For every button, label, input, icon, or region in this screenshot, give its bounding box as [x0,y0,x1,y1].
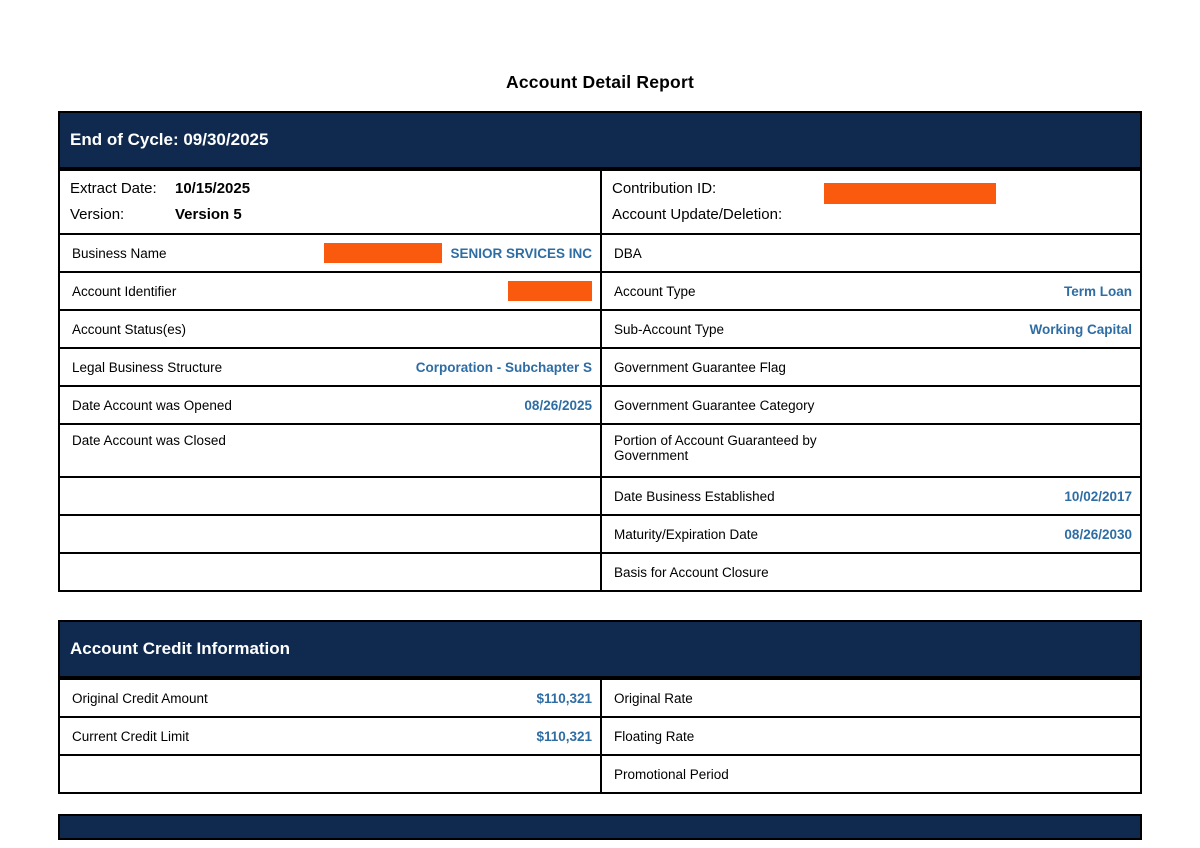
section-header-credit-information [58,620,1142,678]
cell-content [60,349,600,385]
table-row [60,425,1140,478]
version-value: Version 5 [175,206,242,223]
cell-empty [60,756,602,792]
cell-content [602,554,1140,590]
business-name-redaction-box [324,243,442,263]
cell-account-type [602,273,1140,309]
field-value: 08/26/2030 [1064,526,1132,542]
table-row [60,478,1140,516]
cell-account-status [60,311,602,347]
table-row [60,311,1140,349]
table-row [60,349,1140,387]
section-gap [58,592,1142,620]
cell-legal-structure [60,349,602,385]
cell-content [60,311,600,347]
account-update-line [612,202,1132,228]
field-value: Term Loan [1063,283,1132,299]
cell-closure-basis [602,554,1140,590]
field-label: Legal Business Structure [72,359,223,375]
cell-content [60,235,600,271]
field-label: Account Identifier [72,283,177,299]
cell-content [602,387,1140,423]
extract-date-label: Extract Date: [70,180,157,197]
value-group [508,281,592,301]
cell-sub-account-type [602,311,1140,347]
account-update-label: Account Update/Deletion: [612,206,783,223]
cell-business-name [60,235,602,271]
table-row [60,235,1140,273]
contribution-id-redaction-box [824,183,996,204]
field-label: Current Credit Limit [72,728,190,744]
field-value: $110,321 [536,728,592,744]
field-label: Promotional Period [614,766,729,782]
field-label: DBA [614,245,642,261]
field-label: Basis for Account Closure [614,564,769,580]
section-header-label: Account Credit Information [70,639,291,658]
extract-date-line [70,176,592,202]
meta-right-content [602,171,1140,233]
cell-content [602,756,1140,792]
section-gap [58,794,1142,814]
contribution-id-label: Contribution ID: [612,180,717,197]
cell-date-closed [60,425,602,476]
meta-cell-right [602,171,1140,233]
cell-guarantee-category [602,387,1140,423]
cell-promotional-period [602,756,1140,792]
cell-content [602,478,1140,514]
cell-content [602,425,1140,476]
table-row [60,387,1140,425]
field-label: Maturity/Expiration Date [614,526,759,542]
table-row [60,554,1140,590]
account-identifier-redaction-box [508,281,592,301]
meta-left-content [60,171,600,233]
table-row [60,273,1140,311]
table-row [60,756,1140,792]
field-label: Government Guarantee Category [614,397,815,413]
field-label: Original Credit Amount [72,690,208,706]
cell-content [60,516,600,552]
version-line [70,202,592,228]
field-label: Portion of Account Guaranteed by Government [614,433,817,463]
cell-content [60,478,600,514]
field-label: Floating Rate [614,728,695,744]
cell-account-identifier [60,273,602,309]
field-label: Date Business Established [614,488,775,504]
cell-floating-rate [602,718,1140,754]
cell-content [60,273,600,309]
cell-content [602,516,1140,552]
meta-cell-left [60,171,602,233]
cell-content [60,756,600,792]
field-value: SENIOR SRVICES INC [450,245,592,261]
field-value: 10/02/2017 [1064,488,1132,504]
cell-portion-guaranteed [602,425,1140,476]
cell-empty [60,516,602,552]
extract-date-value: 10/15/2025 [175,180,251,197]
cell-guarantee-flag [602,349,1140,385]
field-value: 08/26/2025 [524,397,592,413]
section-header-end-of-cycle [58,111,1142,169]
report-body [58,111,1142,840]
cell-content [602,680,1140,716]
version-label: Version: [70,206,125,223]
cell-date-opened [60,387,602,423]
credit-information-table [58,678,1142,794]
account-detail-table [58,169,1142,592]
table-row [60,516,1140,554]
field-label: Original Rate [614,690,693,706]
value-group [324,243,592,263]
cell-content [60,718,600,754]
cell-content [602,273,1140,309]
cell-original-rate [602,680,1140,716]
contribution-id-line [612,176,1132,202]
cell-content [602,349,1140,385]
cell-content [60,425,600,476]
field-label: Account Type [614,283,696,299]
cell-empty [60,554,602,590]
field-value: Corporation - Subchapter S [415,359,592,375]
cell-maturity-date [602,516,1140,552]
cell-content [602,718,1140,754]
cell-dba [602,235,1140,271]
page-title: Account Detail Report [506,72,694,92]
field-value: Working Capital [1029,321,1132,337]
cell-content [60,387,600,423]
cell-original-credit-amount [60,680,602,716]
next-section-header-bar [58,814,1142,840]
cell-date-established [602,478,1140,514]
cell-current-credit-limit [60,718,602,754]
field-label: Sub-Account Type [614,321,725,337]
field-label: Date Account was Opened [72,397,232,413]
table-row-meta [60,171,1140,235]
field-label: Government Guarantee Flag [614,359,786,375]
field-label: Account Status(es) [72,321,187,337]
field-value: $110,321 [536,690,592,706]
section-header-label: End of Cycle: 09/30/2025 [70,130,269,149]
cell-content [60,554,600,590]
field-label: Business Name [72,245,167,261]
cell-content [602,311,1140,347]
table-row [60,680,1140,718]
cell-content [60,680,600,716]
field-label: Date Account was Closed [72,433,226,448]
cell-empty [60,478,602,514]
cell-content [602,235,1140,271]
table-row [60,718,1140,756]
